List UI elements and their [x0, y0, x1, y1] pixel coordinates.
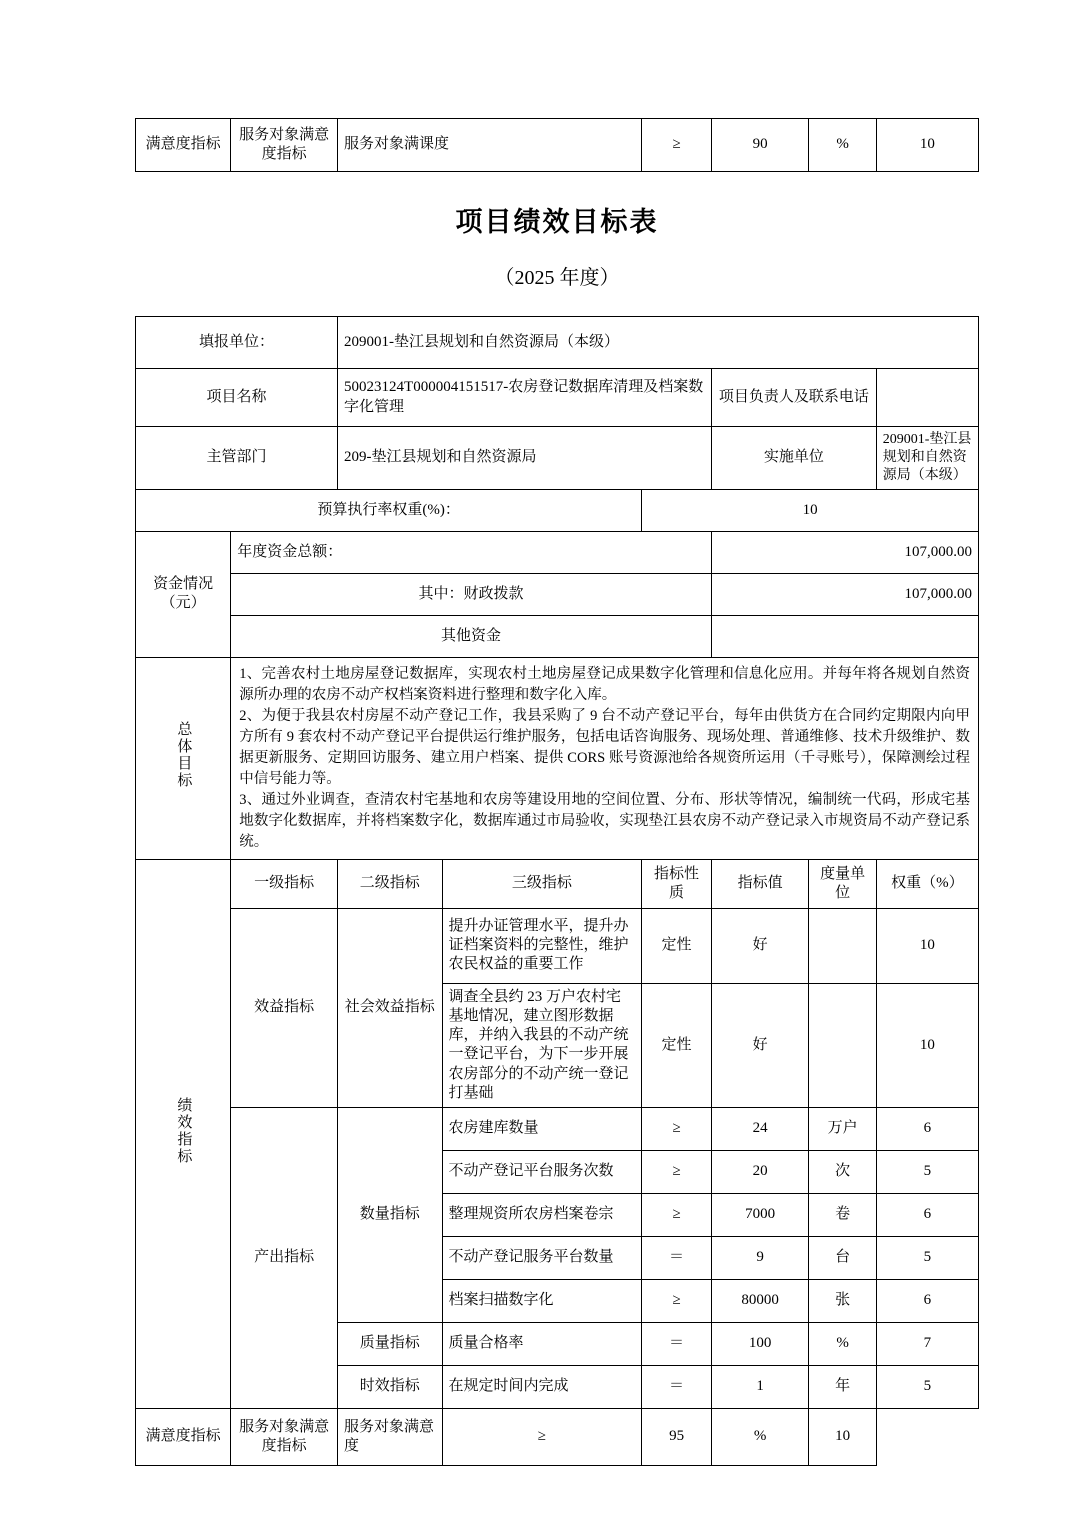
level2-indicator: 服务对象满意度指标: [231, 1408, 338, 1465]
indicator-value: 95: [642, 1408, 712, 1465]
level3-indicator: 质量合格率: [442, 1322, 642, 1365]
indicator-nature: ≥: [642, 1193, 712, 1236]
fill-unit-row: [136, 317, 979, 369]
indicator-unit: %: [711, 1408, 809, 1465]
header-level1: 一级指标: [231, 859, 338, 908]
level3-indicator: 在规定时间内完成: [442, 1365, 642, 1408]
indicator-value: 9: [711, 1236, 809, 1279]
indicator-nature: 定性: [642, 983, 712, 1107]
level2-indicator: 质量指标: [338, 1322, 443, 1365]
overall-goal-paragraph: 2、为便于我县农村房屋不动产登记工作，我县采购了 9 台不动产登记平台，每年由供货方在合同约定期限内向甲方所有 9 套农村不动产登记平台提供运行维护服务，包括电话咨询服务、现场处理、普通维修、技术升级维护、数据更新服务、定期回访服务、建立用户档案、提供 CORS 账号资源池给各规资所运用（千寻账号），保障测绘过程中信号能力等。: [239, 707, 970, 787]
indicator-weight: 5: [876, 1365, 978, 1408]
impl-unit-label: 实施单位: [711, 427, 876, 490]
level2-indicator: 时效指标: [338, 1365, 443, 1408]
overall-goal-label: [136, 657, 231, 859]
indicator-nature: ≥: [442, 1408, 642, 1465]
header-level2: 二级指标: [338, 859, 443, 908]
project-name-label: 项目名称: [136, 369, 338, 427]
indicator-weight: 6: [876, 1279, 978, 1322]
overall-goal-paragraph: 1、完善农村土地房屋登记数据库，实现农村土地房屋登记成果数字化管理和信息化应用。并每年将各规划自然资源所办理的农房不动产权档案资料进行整理和数字化入库。: [239, 665, 970, 703]
budget-rate-row: [136, 489, 979, 531]
header-unit: 度量单位: [809, 859, 876, 908]
table-row: [136, 119, 979, 172]
impl-unit-value: 209001-垫江县规划和自然资源局（本级）: [876, 427, 978, 490]
indicator-unit: [809, 908, 876, 983]
level3-indicator: 不动产登记服务平台数量: [442, 1236, 642, 1279]
table-row: [136, 1408, 979, 1465]
continued-indicator-table: [135, 118, 979, 172]
funds-fiscal-row: [136, 573, 979, 615]
page-title: 项目绩效目标表: [455, 207, 659, 237]
indicator-weight: 10: [876, 983, 978, 1107]
level3-indicator: 整理规资所农房档案卷宗: [442, 1193, 642, 1236]
indicator-weight: 10: [876, 908, 978, 983]
indicator-unit: [809, 983, 876, 1107]
project-manager-value: [876, 369, 978, 427]
indicator-value: 1: [711, 1365, 809, 1408]
level2-indicator: 数量指标: [338, 1107, 443, 1322]
level3-indicator: 服务对象满课度: [338, 119, 642, 172]
indicator-weight: 5: [876, 1150, 978, 1193]
header-level3: 三级指标: [442, 859, 642, 908]
overall-goal-label-text: 总体目标: [175, 721, 192, 790]
funds-row-label: 其中：财政拨款: [231, 573, 712, 615]
indicator-unit: %: [809, 119, 876, 172]
indicator-nature: ＝: [642, 1365, 712, 1408]
budget-rate-label: 预算执行率权重(%)：: [136, 489, 642, 531]
indicator-weight: 6: [876, 1193, 978, 1236]
dept-label: 主管部门: [136, 427, 338, 490]
page-subtitle: （2025 年度）: [494, 267, 620, 289]
indicator-value: 24: [711, 1107, 809, 1150]
project-manager-label: 项目负责人及联系电话: [711, 369, 876, 427]
indicator-value: 20: [711, 1150, 809, 1193]
header-weight: 权重（%）: [876, 859, 978, 908]
indicator-value: 7000: [711, 1193, 809, 1236]
perf-header-row: [136, 859, 979, 908]
indicator-weight: 10: [809, 1408, 876, 1465]
indicator-unit: 年: [809, 1365, 876, 1408]
level1-indicator: 效益指标: [231, 908, 338, 1107]
level2-indicator: 服务对象满意度指标: [231, 119, 338, 172]
overall-goal-paragraph: 3、通过外业调查，查清农村宅基地和农房等建设用地的空间位置、分布、形状等情况，编制统一代码，形成宅基地数字化数据库，并将档案数字化，数据库通过市局验收，实现垫江县农房不动产登记录入市规资局不动产登记系统。: [239, 791, 970, 850]
indicator-weight: 7: [876, 1322, 978, 1365]
level1-indicator: 满意度指标: [136, 1408, 231, 1465]
funds-row-value: [711, 615, 978, 657]
dept-value: 209-垫江县规划和自然资源局: [338, 427, 712, 490]
funds-other-row: [136, 615, 979, 657]
project-name-row: [136, 369, 979, 427]
table-row: [136, 908, 979, 983]
indicator-value: 好: [711, 983, 809, 1107]
funds-total-row: [136, 531, 979, 573]
overall-goal-row: [136, 657, 979, 859]
level3-indicator: 调查全县约 23 万户农村宅基地情况，建立图形数据库，并纳入我县的不动产统一登记平台，为下一步开展农房部分的不动产统一登记打基础: [442, 983, 642, 1107]
indicator-nature: ≥: [642, 119, 712, 172]
indicator-nature: ≥: [642, 1107, 712, 1150]
fill-unit-value: 209001-垫江县规划和自然资源局（本级）: [338, 317, 979, 369]
level3-indicator: 档案扫描数字化: [442, 1279, 642, 1322]
funds-row-label: 年度资金总额：: [231, 531, 712, 573]
level1-indicator: 产出指标: [231, 1107, 338, 1408]
level3-indicator: 提升办证管理水平，提升办证档案资料的完整性，维护农民权益的重要工作: [442, 908, 642, 983]
indicator-weight: 6: [876, 1107, 978, 1150]
fill-unit-label: 填报单位：: [136, 317, 338, 369]
indicator-value: 100: [711, 1322, 809, 1365]
indicator-unit: 张: [809, 1279, 876, 1322]
perf-label-text: 绩效指标: [175, 1096, 192, 1165]
indicator-weight: 10: [876, 119, 978, 172]
indicator-unit: 卷: [809, 1193, 876, 1236]
budget-rate-value: 10: [642, 489, 979, 531]
level3-indicator: 服务对象满意度: [338, 1408, 443, 1465]
header-nature: 指标性质: [642, 859, 712, 908]
indicator-value: 80000: [711, 1279, 809, 1322]
indicator-nature: ≥: [642, 1150, 712, 1193]
table-row: [136, 1107, 979, 1150]
indicator-nature: ＝: [642, 1236, 712, 1279]
project-performance-table: [135, 316, 979, 1466]
perf-label: [136, 859, 231, 1408]
funds-row-value: 107,000.00: [711, 573, 978, 615]
level3-indicator: 不动产登记平台服务次数: [442, 1150, 642, 1193]
header-value: 指标值: [711, 859, 809, 908]
indicator-nature: ≥: [642, 1279, 712, 1322]
level1-indicator: 满意度指标: [136, 119, 231, 172]
overall-goal-text: [231, 657, 979, 859]
funds-row-value: 107,000.00: [711, 531, 978, 573]
indicator-unit: 万户: [809, 1107, 876, 1150]
project-name-value: 50023124T000004151517-农房登记数据库清理及档案数字化管理: [338, 369, 712, 427]
funds-label: 资金情况（元）: [136, 531, 231, 657]
department-row: [136, 427, 979, 490]
indicator-nature: 定性: [642, 908, 712, 983]
indicator-unit: 台: [809, 1236, 876, 1279]
indicator-unit: %: [809, 1322, 876, 1365]
funds-row-label: 其他资金: [231, 615, 712, 657]
indicator-unit: 次: [809, 1150, 876, 1193]
level2-indicator: 社会效益指标: [338, 908, 443, 1107]
indicator-value: 90: [711, 119, 809, 172]
indicator-value: 好: [711, 908, 809, 983]
indicator-nature: ＝: [642, 1322, 712, 1365]
level3-indicator: 农房建库数量: [442, 1107, 642, 1150]
indicator-weight: 5: [876, 1236, 978, 1279]
